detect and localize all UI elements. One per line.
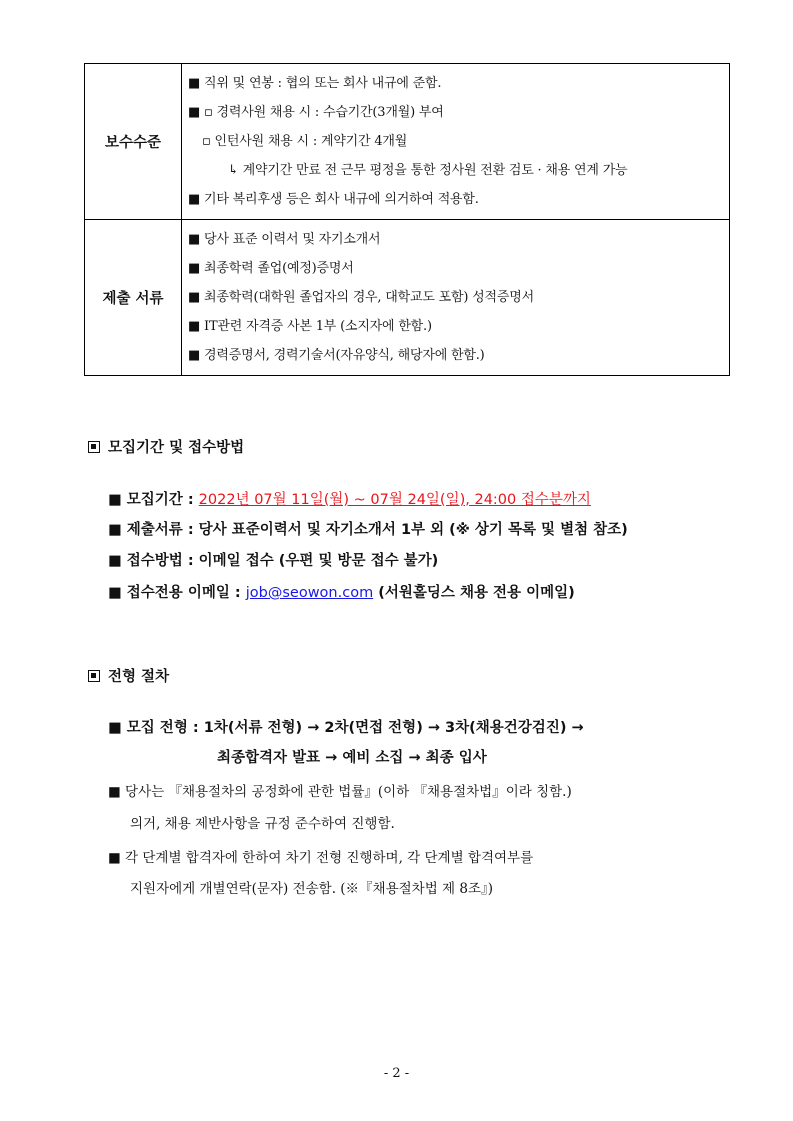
email-label: ■ 접수전용 이메일 :: [108, 585, 246, 601]
requirements-table: [84, 63, 730, 376]
period-label: ■ 모집기간 :: [108, 492, 199, 508]
list-item: ■ ▫ 경력사원 채용 시 : 수습기간(3개월) 부여: [188, 105, 444, 120]
recruitment-period: [108, 488, 591, 509]
process-line-2: 최종합격자 발표 → 예비 소집 → 최종 입사: [217, 750, 487, 766]
note-2-line-2: 지원자에게 개별연락(문자) 전송함. (※『채용절차법 제 8조』): [130, 881, 494, 897]
list-item: ■ IT관련 자격증 사본 1부 (소지자에 한함.): [188, 319, 432, 334]
row-body-documents: [182, 220, 730, 376]
note-1-line-2: 의거, 채용 제반사항을 규정 준수하여 진행함.: [130, 816, 395, 832]
section-title-process: [88, 665, 169, 686]
note-2-line-1: ■ 각 단계별 합격자에 한하여 차기 전형 진행하며, 각 단계별 합격여부를: [108, 850, 534, 866]
table-row: [85, 220, 730, 376]
list-item: ■ 당사 표준 이력서 및 자기소개서: [188, 232, 381, 247]
email-link[interactable]: job@seowon.com: [245, 585, 374, 601]
period-value: 2022년 07월 11일(월) ~ 07월 24일(일), 24:00 접수분까지: [198, 492, 591, 508]
note-1-line-1: ■ 당사는 『채용절차의 공정화에 관한 법률』(이하 『채용절차법』이라 칭함.): [108, 784, 572, 800]
row-header-documents: 제출 서류: [85, 220, 182, 376]
list-item: ■ 기타 복리후생 등은 회사 내규에 의거하여 적용함.: [188, 192, 479, 207]
section-title-text: 전형 절차: [108, 669, 170, 685]
list-item: ■ 최종학력 졸업(예정)증명서: [188, 261, 354, 276]
process-line-1: ■ 모집 전형 : 1차(서류 전형) → 2차(면접 전형) → 3차(채용건강검진) →: [108, 720, 584, 736]
list-item: ■ 직위 및 연봉 : 협의 또는 회사 내규에 준함.: [188, 76, 442, 91]
list-item: ↳ 계약기간 만료 전 근무 평정을 통한 정사원 전환 검토 · 채용 연계 가능: [228, 163, 628, 178]
table-row: [85, 64, 730, 220]
email-note: (서원홀딩스 채용 전용 이메일): [373, 585, 575, 601]
submission-method: ■ 접수방법 : 이메일 접수 (우편 및 방문 접수 불가): [108, 553, 439, 569]
checkbox-square-icon: [88, 670, 100, 682]
submission-email-line: [108, 581, 575, 602]
list-item: ■ 경력증명서, 경력기술서(자유양식, 해당자에 한함.): [188, 348, 485, 363]
section-title-recruitment: [88, 436, 244, 457]
list-item: ▫ 인턴사원 채용 시 : 계약기간 4개월: [202, 134, 408, 149]
row-body-salary: [182, 64, 730, 220]
row-header-salary: 보수수준: [85, 64, 182, 220]
list-item: ■ 최종학력(대학원 졸업자의 경우, 대학교도 포함) 성적증명서: [188, 290, 534, 305]
checkbox-square-icon: [88, 441, 100, 453]
section-title-text: 모집기간 및 접수방법: [108, 440, 245, 456]
page-number: - 2 -: [383, 1066, 410, 1081]
submission-documents: ■ 제출서류 : 당사 표준이력서 및 자기소개서 1부 외 (※ 상기 목록 및 별첨 참조): [108, 522, 628, 538]
